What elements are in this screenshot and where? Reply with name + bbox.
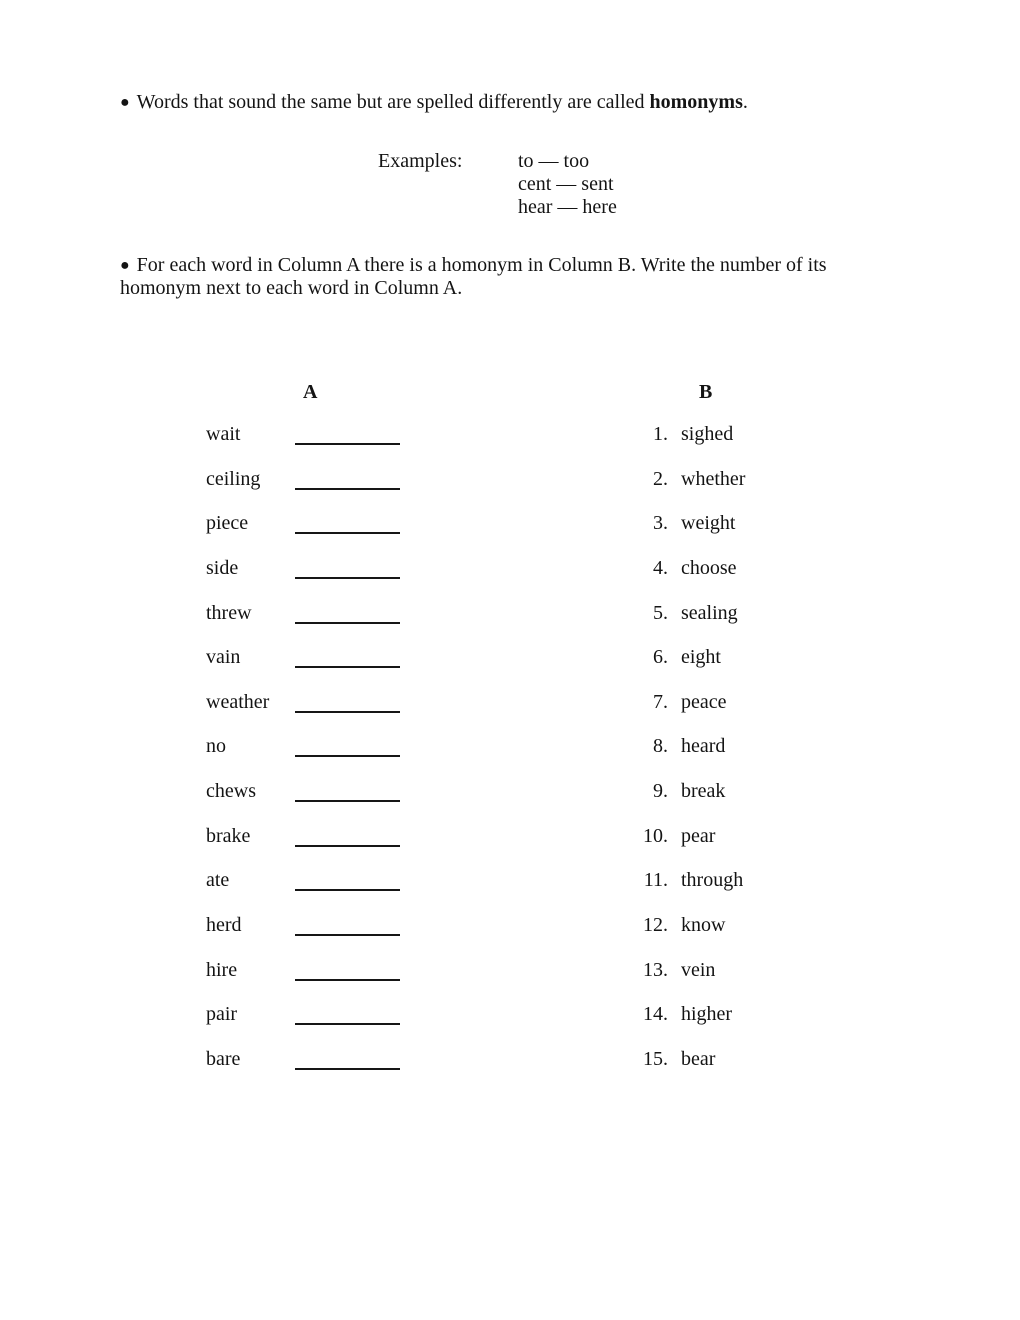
column-a-row	[206, 690, 466, 735]
column-b-number: 12.	[643, 914, 668, 937]
column-b-row	[600, 1047, 860, 1092]
answer-blank	[295, 792, 400, 802]
column-a-row	[206, 511, 466, 556]
column-b-word: heard	[681, 735, 726, 758]
column-b-word: sealing	[681, 601, 738, 624]
column-b-word: vein	[681, 958, 716, 981]
answer-blank	[295, 837, 400, 847]
answer-blank	[295, 747, 400, 757]
bullet-icon: ●	[120, 257, 130, 274]
column-b-word: bear	[681, 1047, 716, 1070]
column-b-header: B	[699, 381, 713, 403]
examples-list	[518, 150, 617, 219]
column-a-word: ate	[206, 869, 230, 892]
column-b-number: 9.	[653, 780, 668, 803]
column-b-number: 7.	[653, 690, 668, 713]
definition-paragraph	[120, 91, 900, 114]
column-b-word: whether	[681, 467, 746, 490]
column-a-row	[206, 734, 466, 779]
column-a-header: A	[303, 381, 318, 403]
column-a-row	[206, 422, 466, 467]
examples-label: Examples:	[378, 150, 463, 172]
column-b-row	[600, 734, 860, 779]
column-a-word: vain	[206, 646, 241, 669]
answer-blank	[295, 614, 400, 624]
column-a-row	[206, 824, 466, 869]
definition-text-after: .	[742, 91, 748, 113]
column-a-word: pair	[206, 1003, 238, 1026]
column-b-row	[600, 467, 860, 512]
column-a-row	[206, 868, 466, 913]
answer-blank	[295, 569, 400, 579]
column-a-row	[206, 779, 466, 824]
answer-blank	[295, 524, 400, 534]
column-a-word: herd	[206, 914, 242, 937]
example-pair: hear — here	[518, 196, 617, 218]
column-b-word: sighed	[681, 423, 734, 445]
answer-blank	[295, 881, 400, 891]
column-b-number: 14.	[643, 1003, 668, 1026]
column-b-word: pear	[681, 824, 716, 847]
column-a-row	[206, 645, 466, 690]
column-b-word: choose	[681, 556, 737, 579]
answer-blank	[295, 435, 400, 445]
column-a-row	[206, 1002, 466, 1047]
column-a-list	[206, 422, 466, 1092]
column-b-row	[600, 645, 860, 690]
column-a-word: side	[206, 556, 239, 579]
column-b-row	[600, 511, 860, 556]
column-b-number: 3.	[653, 512, 668, 535]
column-a-row	[206, 1047, 466, 1092]
column-b-row	[600, 779, 860, 824]
example-pair: cent — sent	[518, 173, 614, 195]
column-b-word: weight	[681, 512, 736, 535]
column-b-number: 6.	[653, 646, 668, 669]
column-b-row	[600, 913, 860, 958]
column-a-word: piece	[206, 512, 249, 535]
column-a-word: hire	[206, 958, 238, 981]
column-b-number: 4.	[653, 556, 668, 579]
instructions-text: For each word in Column A there is a homonym in Column B. Write the number of its homonym next to each word in Column A.	[120, 254, 827, 299]
answer-blank	[295, 703, 400, 713]
column-b-number: 10.	[643, 824, 668, 847]
column-b-word: higher	[681, 1003, 733, 1026]
column-a-row	[206, 467, 466, 512]
column-a-row	[206, 601, 466, 646]
definition-text-before: Words that sound the same but are spelled differently are called	[136, 91, 650, 113]
answer-blank	[295, 971, 400, 981]
column-b-row	[600, 601, 860, 646]
answer-blank	[295, 658, 400, 668]
column-b-word: break	[681, 780, 726, 803]
column-b-number: 15.	[643, 1047, 668, 1070]
column-a-row	[206, 556, 466, 601]
column-a-word: threw	[206, 601, 252, 624]
column-b-list	[600, 422, 860, 1092]
column-b-word: peace	[681, 690, 727, 713]
answer-blank	[295, 1015, 400, 1025]
column-b-number: 13.	[643, 958, 668, 981]
column-a-word: ceiling	[206, 467, 261, 490]
column-a-word: chews	[206, 780, 256, 803]
column-a-row	[206, 958, 466, 1003]
column-b-row	[600, 556, 860, 601]
bullet-icon: ●	[120, 94, 130, 111]
instructions-paragraph	[120, 254, 900, 300]
column-b-word: through	[681, 869, 744, 892]
column-b-row	[600, 868, 860, 913]
column-a-word: no	[206, 735, 226, 758]
column-b-number: 1.	[653, 423, 668, 445]
column-b-number: 5.	[653, 601, 668, 624]
column-a-word: wait	[206, 423, 241, 445]
answer-blank	[295, 1060, 400, 1070]
column-a-row	[206, 913, 466, 958]
example-pair: to — too	[518, 150, 590, 172]
column-b-word: eight	[681, 646, 721, 669]
column-b-row	[600, 824, 860, 869]
column-b-row	[600, 422, 860, 467]
column-b-number: 8.	[653, 735, 668, 758]
column-b-row	[600, 1002, 860, 1047]
column-b-word: know	[681, 914, 726, 937]
answer-blank	[295, 480, 400, 490]
column-b-row	[600, 690, 860, 735]
column-b-number: 11.	[643, 869, 668, 892]
answer-blank	[295, 926, 400, 936]
column-a-word: weather	[206, 690, 270, 713]
column-a-word: brake	[206, 824, 251, 847]
definition-bold-word: homonyms	[649, 91, 743, 113]
column-b-row	[600, 958, 860, 1003]
column-b-number: 2.	[653, 467, 668, 490]
column-a-word: bare	[206, 1047, 241, 1070]
